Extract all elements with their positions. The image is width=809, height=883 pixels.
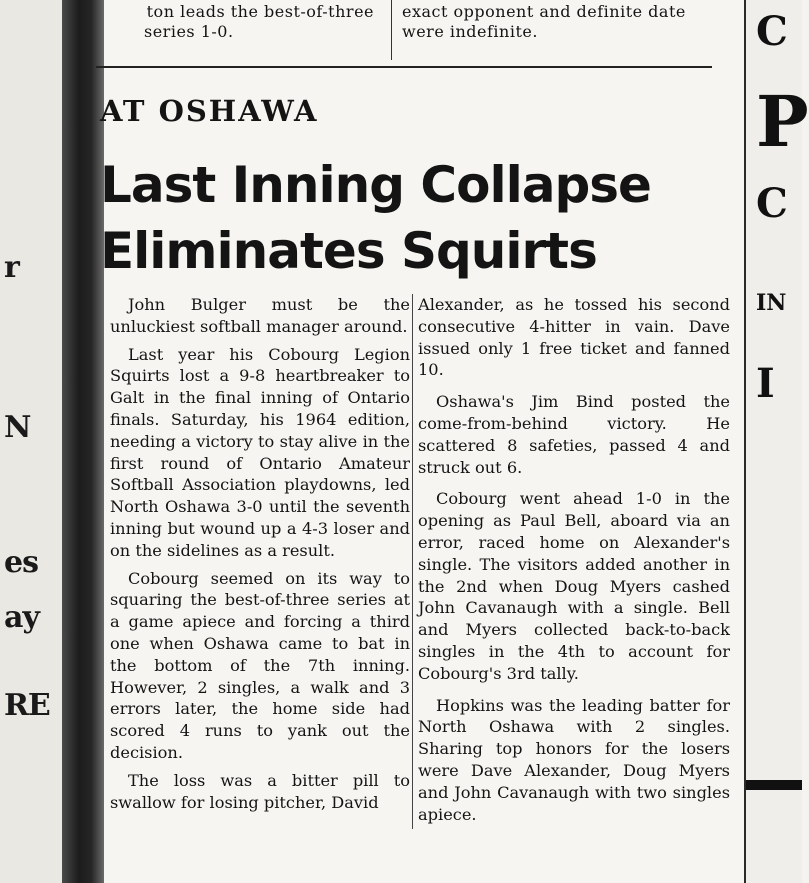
section-rule <box>96 66 712 68</box>
headline-line: Eliminates Squirts <box>100 222 597 280</box>
text-line: ton leads the best-of-three <box>146 2 374 21</box>
article-kicker: AT OSHAWA <box>100 94 319 128</box>
left-fragment: es <box>4 545 38 580</box>
column-divider <box>391 0 392 60</box>
right-fragment: IN <box>756 290 787 316</box>
left-fragment: r <box>4 250 19 285</box>
left-fragment: ay <box>4 600 39 635</box>
paragraph: The loss was a bitter pill to swallow for losing pitcher, David <box>110 770 410 812</box>
adjacent-page-left <box>0 0 64 883</box>
left-fragment: RE <box>4 688 50 723</box>
previous-article-right <box>402 2 714 42</box>
article-headline <box>100 152 720 284</box>
headline-line: Last Inning Collapse <box>100 156 651 214</box>
text-line: series 1-0. <box>144 22 234 41</box>
column-divider <box>412 294 413 829</box>
page-binding-gutter <box>62 0 104 883</box>
article-column-right <box>418 294 730 831</box>
article-column-left <box>110 294 410 819</box>
text-line: exact opponent and definite date <box>402 2 686 21</box>
right-fragment: P <box>756 80 809 163</box>
paragraph: Cobourg went ahead 1-0 in the opening as Paul Bell, aboard via an error, raced home on Alexander's single. The visitors added another in the 2nd when Doug Myers cashed John Cavanaugh with a single. Bell and Myers collected back-to-back singles in the 4th to account for Cobourg's 3rd tally. <box>418 489 730 683</box>
right-fragment: C <box>756 180 788 227</box>
text-line: were indefinite. <box>402 22 538 41</box>
paragraph: Alexander, as he tossed his second consecutive 4-hitter in vain. Dave issued only 1 free ticket and fanned 10. <box>418 295 730 380</box>
paragraph: Hopkins was the leading batter for North Oshawa with 2 singles. Sharing top honors for the losers were Dave Alexander, Doug Myers and John Cavanaugh with two singles apiece. <box>418 695 730 824</box>
paragraph: Cobourg seemed on its way to squaring the best-of-three series at a game apiece and forcing a third one when Oshawa came to bat in the bottom of the 7th inning. However, 2 singles, a walk and 3 errors later, the home side had scored 4 runs to yank out the decision. <box>110 568 410 762</box>
previous-article-left <box>104 2 374 42</box>
right-rule <box>746 780 802 790</box>
previous-article-tail <box>104 0 714 64</box>
paragraph: John Bulger must be the unluckiest softball manager around. <box>110 295 410 336</box>
paragraph: Oshawa's Jim Bind posted the come-from-behind victory. He scattered 8 safeties, passed 4 and struck out 6. <box>418 392 730 477</box>
right-fragment: C <box>756 8 788 55</box>
left-fragment: N <box>4 410 31 445</box>
right-fragment: I <box>756 360 775 407</box>
paragraph: Last year his Cobourg Legion Squirts lost a 9-8 heartbreaker to Galt in the final inning of Ontario finals. Saturday, his 1964 edition, needing a victory to stay alive in the first round of Ontario Amateur Softball Association playdowns, led North Oshawa 3-0 until the seventh inning but wound up a 4-3 loser and on the sidelines as a result. <box>110 344 410 560</box>
adjacent-page-right <box>744 0 809 883</box>
